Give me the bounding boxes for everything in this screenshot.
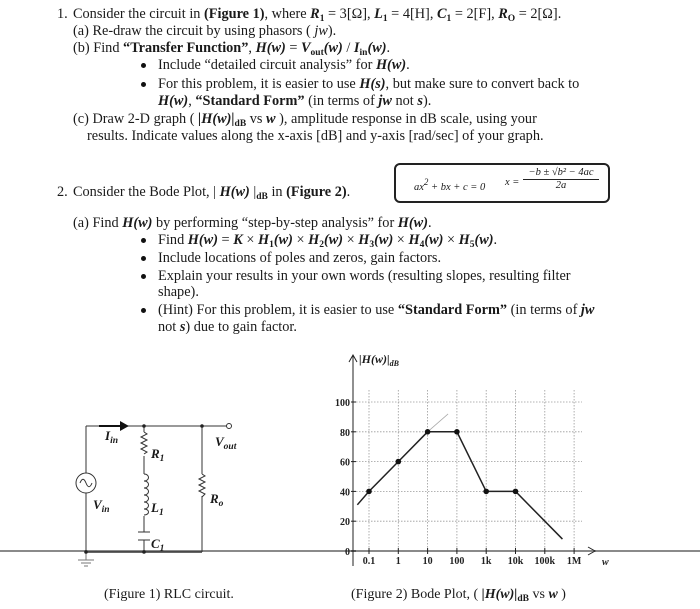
denominator: 2a — [555, 180, 567, 191]
figure2-caption — [351, 587, 566, 604]
text: by performing “step-by-step analysis” for — [152, 215, 398, 231]
text: V — [215, 434, 224, 449]
figure1-caption: (Figure 1) RLC circuit. — [104, 587, 234, 602]
text: V — [300, 40, 311, 56]
text: vs — [529, 587, 549, 602]
sub: dB — [234, 119, 247, 129]
text: (w) — [424, 232, 444, 248]
text: ), amplitude response in dB scale, using your — [275, 111, 537, 127]
text: ) due to gain factor. — [185, 319, 297, 335]
text: Consider the circuit in — [73, 6, 205, 22]
node-dot — [142, 550, 146, 554]
text: / — [342, 40, 354, 56]
q2-number: 2. — [57, 184, 68, 200]
text: (in terms of — [304, 93, 379, 109]
text: (w) — [474, 232, 494, 248]
q2-bullet-3-cont: shape). — [158, 284, 199, 300]
sub: 5 — [469, 240, 475, 250]
text: H — [408, 232, 420, 248]
y-tick-label: 0 — [345, 547, 350, 558]
label-c1 — [151, 536, 164, 554]
q2-statement — [73, 184, 350, 205]
q1-part-c-cont: results. Indicate values along the x-axis [dB] and y-axis [rad/sec] of your graph. — [87, 128, 544, 144]
text: = 3[Ω], — [324, 6, 375, 22]
sub: 3 — [369, 240, 375, 250]
text: K — [233, 232, 243, 248]
sub: out — [310, 48, 324, 58]
text: . — [406, 57, 410, 73]
x-tick-label: 1k — [480, 556, 492, 567]
text: | — [249, 184, 257, 200]
bullet — [141, 274, 146, 279]
text: For this problem, it is easier to use — [158, 76, 360, 92]
text: × — [292, 232, 309, 248]
text: , where — [264, 6, 311, 22]
sub: 1 — [382, 14, 388, 24]
text: (w) — [367, 40, 387, 56]
text: w — [548, 587, 558, 602]
text: jw — [314, 23, 328, 39]
text: (w) — [324, 232, 344, 248]
label-ro — [210, 491, 223, 509]
bullet — [141, 63, 146, 68]
var-l: L — [374, 6, 383, 22]
text: . — [493, 232, 498, 248]
text: H — [308, 232, 320, 248]
text: H(w) — [187, 232, 218, 248]
sup: 2 — [423, 177, 429, 187]
text: (a) Re-draw the circuit by using phasors ( — [73, 23, 315, 39]
text: , — [188, 93, 196, 109]
text: “Standard Form” — [195, 93, 305, 109]
text: in — [267, 184, 287, 200]
var-r: R — [310, 6, 320, 22]
text: “Transfer Function” — [123, 40, 249, 56]
text: not — [391, 93, 418, 109]
text: H(s) — [359, 76, 386, 92]
q1-bullet-2 — [158, 76, 579, 92]
sub: 2 — [319, 240, 324, 250]
text: I — [105, 428, 111, 443]
text: jw — [378, 93, 392, 109]
annotation-arrow — [428, 414, 448, 432]
text: R — [151, 446, 160, 461]
data-point — [425, 429, 431, 435]
var-ro: R — [498, 6, 508, 22]
text: × — [343, 232, 359, 248]
text: vs — [246, 111, 267, 127]
sub: 1 — [446, 14, 452, 24]
text: H(w) — [255, 40, 286, 56]
text: . — [427, 215, 432, 231]
x-tick-label: 1 — [395, 556, 401, 567]
x-tick-label: 100 — [449, 556, 465, 567]
sub: in — [110, 436, 118, 446]
sub: dB — [256, 192, 268, 202]
text: ). — [327, 23, 337, 39]
x-tick-label: 0.1 — [362, 556, 376, 567]
text: (a) Find — [73, 215, 123, 231]
bode-magnitude-line — [357, 432, 562, 539]
text: = 2[Ω]. — [515, 6, 562, 22]
text: . — [386, 40, 391, 56]
y-tick-label: 40 — [340, 487, 350, 499]
text: (w) — [273, 232, 293, 248]
text: H — [458, 232, 470, 248]
text: V — [93, 497, 102, 512]
label-r1 — [151, 446, 164, 464]
q1-part-a — [73, 23, 336, 39]
sub: 4 — [419, 240, 425, 250]
text: . — [346, 184, 351, 200]
node-dot — [84, 550, 88, 554]
sub: 1 — [159, 454, 165, 464]
data-point — [483, 489, 489, 495]
x-tick-label: 10k — [507, 556, 524, 567]
text: (w) — [374, 232, 394, 248]
q2-bullet-4-cont — [158, 319, 297, 335]
text: × — [393, 232, 409, 248]
resistor-r1-icon — [141, 432, 147, 454]
q1-bullet-2-cont — [158, 93, 431, 109]
label-l1 — [151, 500, 164, 518]
sub: O — [507, 14, 516, 24]
bullet — [141, 256, 146, 261]
q2-bullet-3: Explain your results in your own words (resulting slopes, resulting filter — [158, 268, 571, 284]
quadratic-equation — [414, 177, 485, 193]
text: H — [257, 232, 270, 248]
var-c: C — [436, 6, 447, 22]
data-point — [454, 429, 460, 435]
text: |H(w)| — [481, 587, 518, 602]
label-iin — [105, 428, 118, 446]
quadratic-formula-box — [394, 163, 610, 203]
data-point — [366, 489, 372, 495]
q2-bullet-4 — [158, 302, 594, 318]
x-axis-label: w — [602, 557, 609, 568]
sub: 1 — [319, 14, 325, 24]
text: Include “detailed circuit analysis” for — [158, 57, 376, 73]
text: , but make sure to convert back to — [385, 76, 580, 92]
bullet — [141, 308, 146, 313]
text: s — [179, 319, 186, 335]
bode-plot — [300, 340, 700, 580]
figure-ref: (Figure 2) — [286, 184, 347, 200]
label-vout — [215, 434, 236, 452]
numerator: −b ± √b² − 4ac — [523, 167, 599, 180]
node-dot — [200, 424, 204, 428]
text: Find — [158, 232, 188, 248]
text: |H(w)| — [198, 111, 235, 127]
text: ) — [557, 587, 566, 602]
bullet — [141, 82, 146, 87]
sub: o — [218, 499, 224, 509]
text: not — [158, 319, 180, 335]
capacitor-c1-icon — [138, 532, 150, 540]
ground-icon — [78, 552, 94, 566]
q1-bullet-1 — [158, 57, 410, 73]
text: |H(w)| — [359, 352, 390, 366]
text: s — [417, 93, 423, 109]
node-dot — [142, 424, 146, 428]
q1-number: 1. — [57, 6, 68, 22]
text: C — [151, 536, 160, 551]
text: ax — [414, 182, 424, 193]
resistor-ro-icon — [199, 474, 205, 497]
q2-part-a — [73, 215, 432, 231]
x-tick-label: 10 — [422, 556, 433, 567]
text: I — [353, 40, 360, 56]
text: R — [210, 491, 219, 506]
label-vin — [93, 497, 110, 515]
data-point — [396, 459, 402, 465]
text: H — [358, 232, 370, 248]
sub: out — [223, 442, 237, 452]
figure-ref: (Figure 1) — [204, 6, 265, 22]
text: H(w) — [219, 184, 250, 200]
text: = — [217, 232, 234, 248]
text: (in terms of — [507, 302, 581, 318]
sub: 1 — [159, 544, 165, 554]
text: w — [266, 111, 276, 127]
y-tick-label: 100 — [335, 398, 350, 409]
text: jw — [580, 302, 595, 318]
sub: 1 — [269, 240, 274, 250]
x-tick-label: 1M — [566, 556, 582, 567]
text: L — [151, 500, 159, 515]
x-tick-label: 100k — [534, 556, 556, 567]
text: = 2[F], — [451, 6, 499, 22]
text: (w) — [323, 40, 343, 56]
inductor-l1-icon — [144, 474, 149, 515]
text: H(w) — [122, 215, 153, 231]
sub: dB — [389, 359, 399, 368]
x-equals: x = — [505, 177, 520, 188]
text: H(w) — [158, 93, 189, 109]
text: × — [242, 232, 258, 248]
text: + bx + c = 0 — [428, 182, 486, 193]
sub: dB — [517, 594, 529, 604]
text: ). — [422, 93, 432, 109]
text: × — [443, 232, 459, 248]
y-tick-label: 20 — [340, 517, 350, 529]
bode-y-axis-label — [359, 352, 399, 368]
text: H(w) — [397, 215, 428, 231]
text: , — [248, 40, 256, 56]
x-axis-arrow-icon — [588, 547, 595, 555]
text: = — [285, 40, 301, 56]
text: “Standard Form” — [397, 302, 508, 318]
text: (c) Draw 2-D graph ( — [73, 111, 199, 127]
q2-bullet-2: Include locations of poles and zeros, gain factors. — [158, 250, 442, 266]
sine-wave-icon — [80, 479, 92, 487]
text: (Figure 2) Bode Plot, ( — [351, 587, 482, 602]
sub: 1 — [158, 508, 164, 518]
text: (b) Find — [73, 40, 124, 56]
y-tick-label: 80 — [340, 427, 350, 439]
sub: in — [101, 505, 110, 515]
sub: in — [359, 48, 368, 58]
output-terminal — [227, 424, 232, 429]
bullet — [141, 238, 146, 243]
text: (Hint) For this problem, it is easier to use — [158, 302, 398, 318]
y-tick-label: 60 — [340, 457, 350, 469]
text: H(w) — [375, 57, 407, 73]
quadratic-fraction — [523, 167, 599, 191]
data-point — [513, 489, 519, 495]
text: Consider the Bode Plot, | — [73, 184, 220, 200]
text: = 4[H], — [387, 6, 437, 22]
